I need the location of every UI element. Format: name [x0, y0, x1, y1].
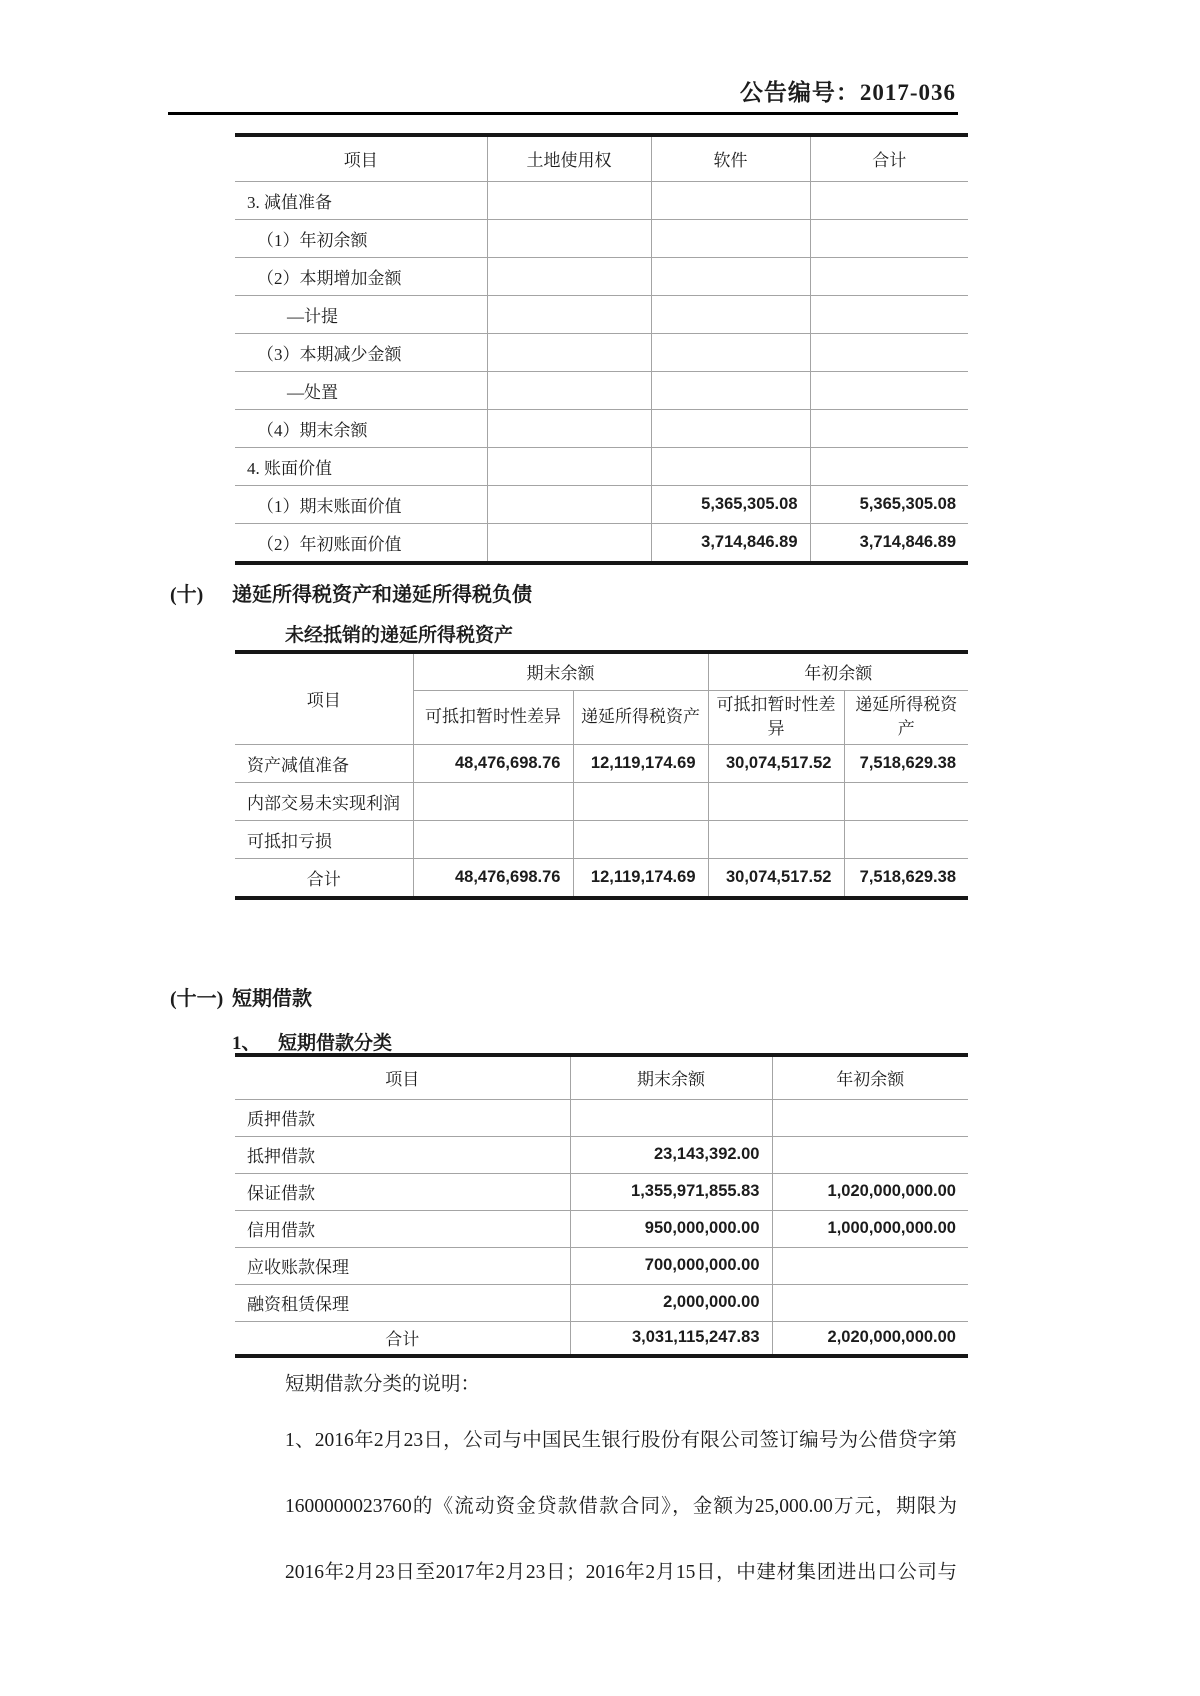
cell [810, 257, 968, 295]
header-rule [168, 112, 958, 115]
cell [487, 523, 651, 561]
cell [810, 181, 968, 219]
row-label: 抵押借款 [235, 1136, 570, 1173]
row-label: （2）本期增加金额 [235, 257, 487, 295]
section-11-title: 短期借款 [232, 988, 312, 1010]
group-header-closing-balance: 期末余额 [413, 654, 708, 690]
cell: 5,365,305.08 [651, 485, 810, 523]
cell [651, 219, 810, 257]
row-label: 4. 账面价值 [235, 447, 487, 485]
row-label: （3）本期减少金额 [235, 333, 487, 371]
cell: 1,020,000,000.00 [772, 1173, 968, 1210]
cell: 1,000,000,000.00 [772, 1210, 968, 1247]
cell: 1,355,971,855.83 [570, 1173, 772, 1210]
doc-number: 公告编号：2017-036 [739, 80, 956, 105]
cell [487, 333, 651, 371]
col-header-deferred-tax-asset-opening: 递延所得税资产 [844, 690, 968, 744]
table-row [235, 1099, 968, 1136]
cell: 30,074,517.52 [708, 858, 844, 896]
cell [810, 371, 968, 409]
cell: 2,000,000.00 [570, 1284, 772, 1321]
table-row [235, 1210, 968, 1247]
table-row [235, 820, 968, 858]
cell [413, 820, 573, 858]
row-label: 融资租赁保理 [235, 1284, 570, 1321]
cell: 5,365,305.08 [810, 485, 968, 523]
section-11-heading [170, 982, 312, 1011]
cell [487, 295, 651, 333]
table-total-row [235, 1321, 968, 1354]
row-label: （2）年初账面价值 [235, 523, 487, 561]
table-row [235, 295, 968, 333]
table-row [235, 1136, 968, 1173]
cell: 950,000,000.00 [570, 1210, 772, 1247]
total-label: 合计 [235, 858, 413, 896]
section-10-subtitle: 未经抵销的递延所得税资产 [285, 625, 514, 646]
cell: 23,143,392.00 [570, 1136, 772, 1173]
col-header-opening-balance: 年初余额 [772, 1057, 968, 1099]
cell [487, 257, 651, 295]
cell [487, 181, 651, 219]
cell [487, 371, 651, 409]
section-11-marker: (十一) [170, 988, 224, 1010]
deferred-tax-table [235, 650, 968, 900]
row-label: 3. 减值准备 [235, 181, 487, 219]
cell: 30,074,517.52 [708, 744, 844, 782]
cell [651, 371, 810, 409]
cell [651, 409, 810, 447]
cell: 12,119,174.69 [573, 744, 708, 782]
table-row [235, 744, 968, 782]
table-row [235, 219, 968, 257]
cell [810, 295, 968, 333]
cell [651, 333, 810, 371]
table-row [235, 1284, 968, 1321]
row-label: 质押借款 [235, 1099, 570, 1136]
cell [772, 1284, 968, 1321]
row-label: 保证借款 [235, 1173, 570, 1210]
cell [651, 447, 810, 485]
cell [772, 1136, 968, 1173]
notes-line: 2016年2月23日至2017年2月23日；2016年2月15日，中建材集团进出口公司与 [285, 1562, 957, 1583]
cell: 2,020,000,000.00 [772, 1321, 968, 1354]
table-row [235, 333, 968, 371]
col-header-closing-balance: 期末余额 [570, 1057, 772, 1099]
cell: 7,518,629.38 [844, 744, 968, 782]
col-header-deductible-diff-closing: 可抵扣暂时性差异 [413, 690, 573, 744]
cell [844, 782, 968, 820]
cell [708, 820, 844, 858]
table-row [235, 782, 968, 820]
cell: 3,031,115,247.83 [570, 1321, 772, 1354]
cell [810, 219, 968, 257]
cell [487, 485, 651, 523]
cell: 700,000,000.00 [570, 1247, 772, 1284]
col-header-land-use-right: 土地使用权 [487, 137, 651, 181]
row-label: （1）期末账面价值 [235, 485, 487, 523]
row-label: 可抵扣亏损 [235, 820, 413, 858]
notes-paragraph [285, 1408, 957, 1606]
cell [844, 820, 968, 858]
col-header-deferred-tax-asset-closing: 递延所得税资产 [573, 690, 708, 744]
cell [413, 782, 573, 820]
row-label: 内部交易未实现利润 [235, 782, 413, 820]
notes-title: 短期借款分类的说明： [285, 1374, 481, 1395]
cell [651, 181, 810, 219]
intangible-assets-table [235, 133, 968, 565]
col-header-item: 项目 [235, 1057, 570, 1099]
row-label: —计提 [235, 295, 487, 333]
short-term-loan-table [235, 1053, 968, 1358]
subsection-title: 短期借款分类 [278, 1033, 393, 1054]
notes-line: 1600000023760的《流动资金贷款借款合同》，金额为25,000.00万元，期限为 [285, 1496, 957, 1517]
table-row [235, 485, 968, 523]
row-label: （1）年初余额 [235, 219, 487, 257]
cell [772, 1247, 968, 1284]
cell: 12,119,174.69 [573, 858, 708, 896]
cell [573, 782, 708, 820]
cell [487, 447, 651, 485]
table-row [235, 523, 968, 561]
table-header-row [235, 654, 968, 690]
table-row [235, 181, 968, 219]
subsection-index: 1、 [232, 1033, 261, 1054]
table-row [235, 257, 968, 295]
table-row [235, 447, 968, 485]
col-header-total: 合计 [810, 137, 968, 181]
table-total-row [235, 858, 968, 896]
cell: 48,476,698.76 [413, 858, 573, 896]
row-label: 信用借款 [235, 1210, 570, 1247]
cell [810, 447, 968, 485]
table-header-row [235, 1057, 968, 1099]
cell [487, 409, 651, 447]
row-label: 应收账款保理 [235, 1247, 570, 1284]
cell: 7,518,629.38 [844, 858, 968, 896]
cell [772, 1099, 968, 1136]
cell: 3,714,846.89 [651, 523, 810, 561]
row-label: —处置 [235, 371, 487, 409]
notes-line: 1、2016年2月23日，公司与中国民生银行股份有限公司签订编号为公借贷字第 [285, 1430, 957, 1451]
total-label: 合计 [235, 1321, 570, 1354]
section-11-subheading [232, 1028, 392, 1055]
section-10-title: 递延所得税资产和递延所得税负债 [232, 584, 532, 606]
table-row [235, 371, 968, 409]
table-row [235, 1173, 968, 1210]
col-header-software: 软件 [651, 137, 810, 181]
table-row [235, 409, 968, 447]
col-header-item: 项目 [235, 654, 413, 744]
table-row [235, 1247, 968, 1284]
table-header-row [235, 137, 968, 181]
cell: 3,714,846.89 [810, 523, 968, 561]
col-header-item: 项目 [235, 137, 487, 181]
cell [708, 782, 844, 820]
row-label: 资产减值准备 [235, 744, 413, 782]
cell [487, 219, 651, 257]
cell [573, 820, 708, 858]
cell [651, 295, 810, 333]
section-10-heading [170, 578, 532, 607]
row-label: （4）期末余额 [235, 409, 487, 447]
cell: 48,476,698.76 [413, 744, 573, 782]
col-header-deductible-diff-opening: 可抵扣暂时性差异 [708, 690, 844, 744]
section-10-marker: (十) [170, 584, 204, 606]
group-header-opening-balance: 年初余额 [708, 654, 968, 690]
cell [810, 333, 968, 371]
cell [651, 257, 810, 295]
cell [810, 409, 968, 447]
cell [570, 1099, 772, 1136]
